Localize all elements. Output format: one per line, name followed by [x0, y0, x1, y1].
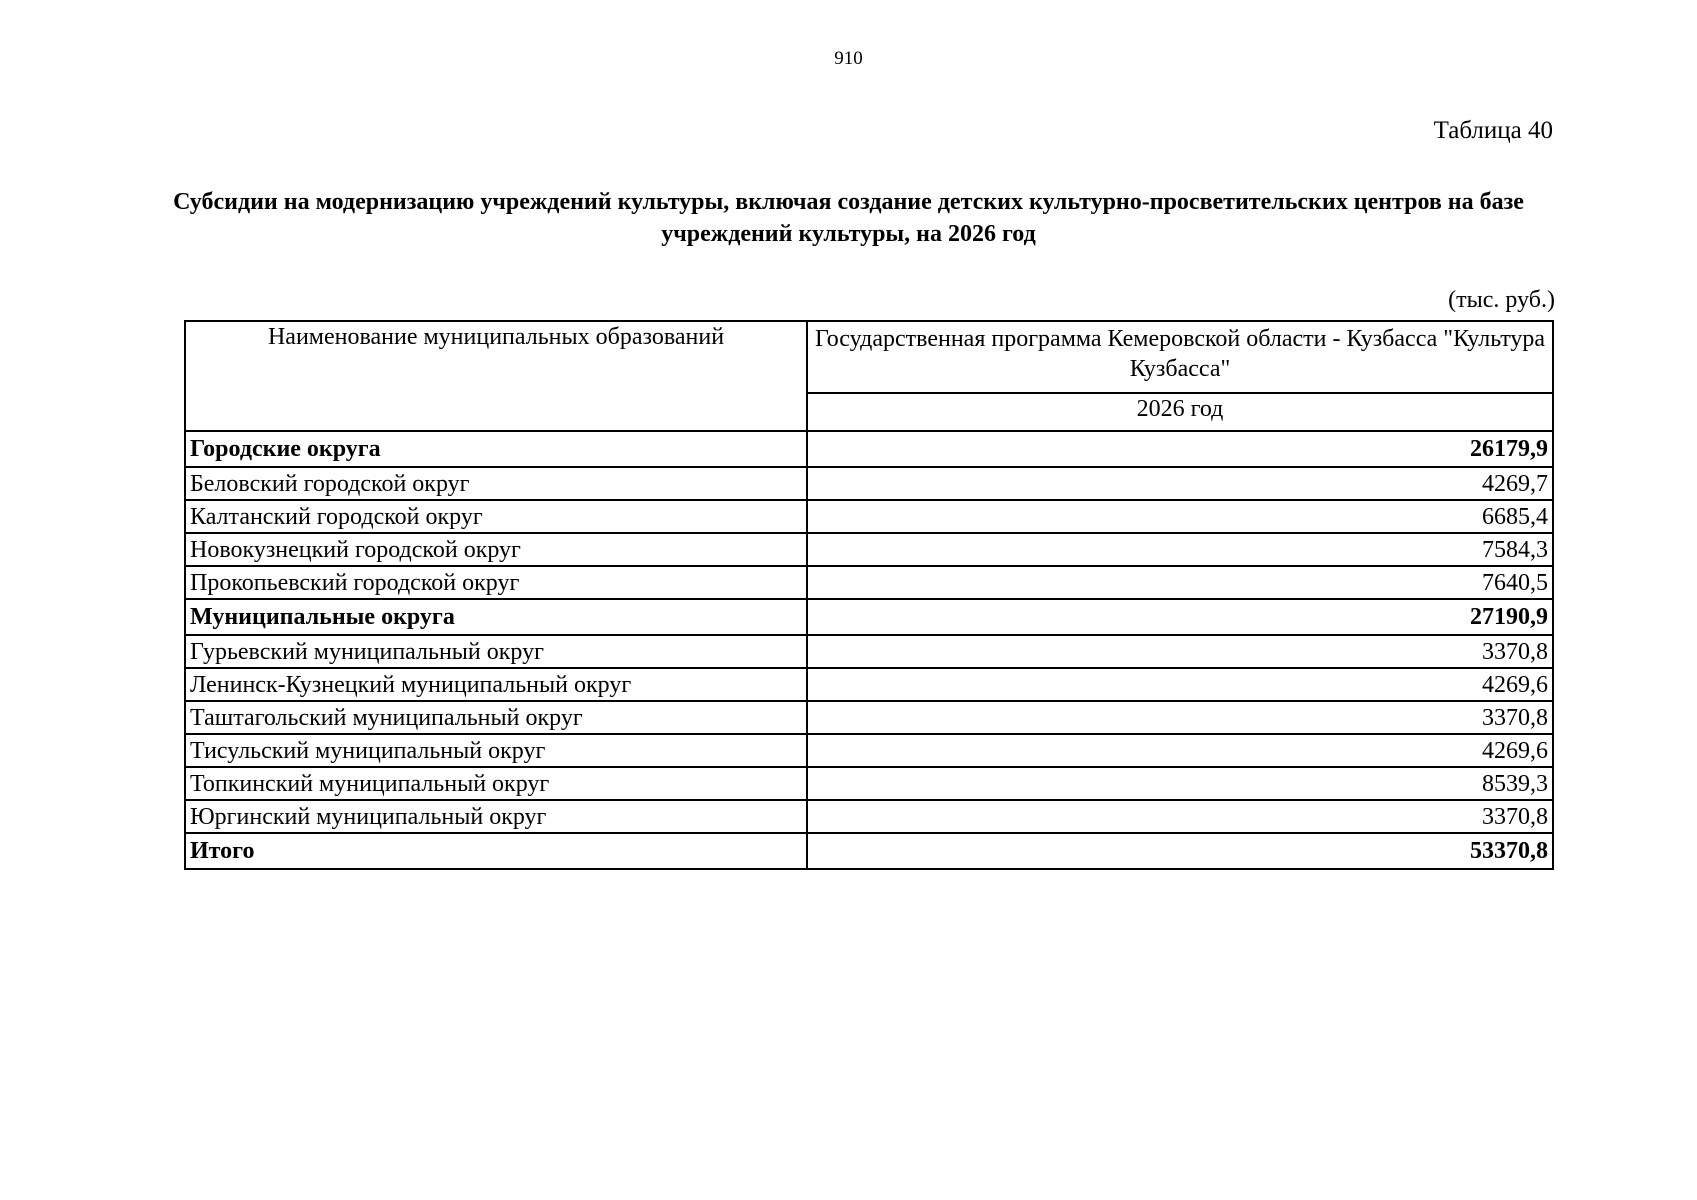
units-label: (тыс. руб.)	[1448, 287, 1555, 313]
municipality-name-cell: Новокузнецкий городской округ	[185, 533, 807, 566]
document-title: Субсидии на модернизацию учреждений культуры, включая создание детских культурно-просветительских центров на базе учреждений культуры, на 2026 год	[173, 189, 1524, 247]
municipality-name-cell: Гурьевский муниципальный округ	[185, 635, 807, 668]
amount-cell: 3370,8	[807, 701, 1553, 734]
table-row	[185, 767, 1553, 800]
table-row	[185, 668, 1553, 701]
subsidy-table	[184, 320, 1554, 870]
municipality-name-cell: Ленинск-Кузнецкий муниципальный округ	[185, 668, 807, 701]
municipality-name-cell: Таштагольский муниципальный округ	[185, 701, 807, 734]
table-row	[185, 701, 1553, 734]
amount-cell: 26179,9	[807, 431, 1553, 467]
municipality-name-cell: Тисульский муниципальный округ	[185, 734, 807, 767]
municipality-name-cell: Юргинский муниципальный округ	[185, 800, 807, 833]
municipality-name-cell: Итого	[185, 833, 807, 869]
amount-cell: 4269,6	[807, 668, 1553, 701]
table-row	[185, 734, 1553, 767]
municipality-name-cell: Беловский городской округ	[185, 467, 807, 500]
amount-cell: 3370,8	[807, 635, 1553, 668]
amount-cell: 7640,5	[807, 566, 1553, 599]
amount-cell: 4269,6	[807, 734, 1553, 767]
table-row	[185, 566, 1553, 599]
header-program: Государственная программа Кемеровской области - Кузбасса "Культура Кузбасса"	[807, 321, 1553, 393]
amount-cell: 8539,3	[807, 767, 1553, 800]
amount-cell: 27190,9	[807, 599, 1553, 635]
amount-cell: 3370,8	[807, 800, 1553, 833]
table-header	[185, 321, 1553, 431]
table-row	[185, 467, 1553, 500]
page-number: 910	[834, 48, 863, 69]
amount-cell: 53370,8	[807, 833, 1553, 869]
amount-cell: 7584,3	[807, 533, 1553, 566]
table-label: Таблица 40	[1433, 117, 1553, 144]
municipality-name-cell: Калтанский городской округ	[185, 500, 807, 533]
table-row-subtotal	[185, 599, 1553, 635]
municipality-name-cell: Городские округа	[185, 431, 807, 467]
header-year: 2026 год	[807, 393, 1553, 431]
table-row	[185, 635, 1553, 668]
table-row	[185, 500, 1553, 533]
amount-cell: 4269,7	[807, 467, 1553, 500]
municipality-name-cell: Прокопьевский городской округ	[185, 566, 807, 599]
table-body	[185, 431, 1553, 869]
amount-cell: 6685,4	[807, 500, 1553, 533]
municipality-name-cell: Топкинский муниципальный округ	[185, 767, 807, 800]
header-municipality: Наименование муниципальных образований	[185, 321, 807, 431]
table-row	[185, 800, 1553, 833]
table-row-subtotal	[185, 431, 1553, 467]
table-row-subtotal	[185, 833, 1553, 869]
municipality-name-cell: Муниципальные округа	[185, 599, 807, 635]
table-row	[185, 533, 1553, 566]
